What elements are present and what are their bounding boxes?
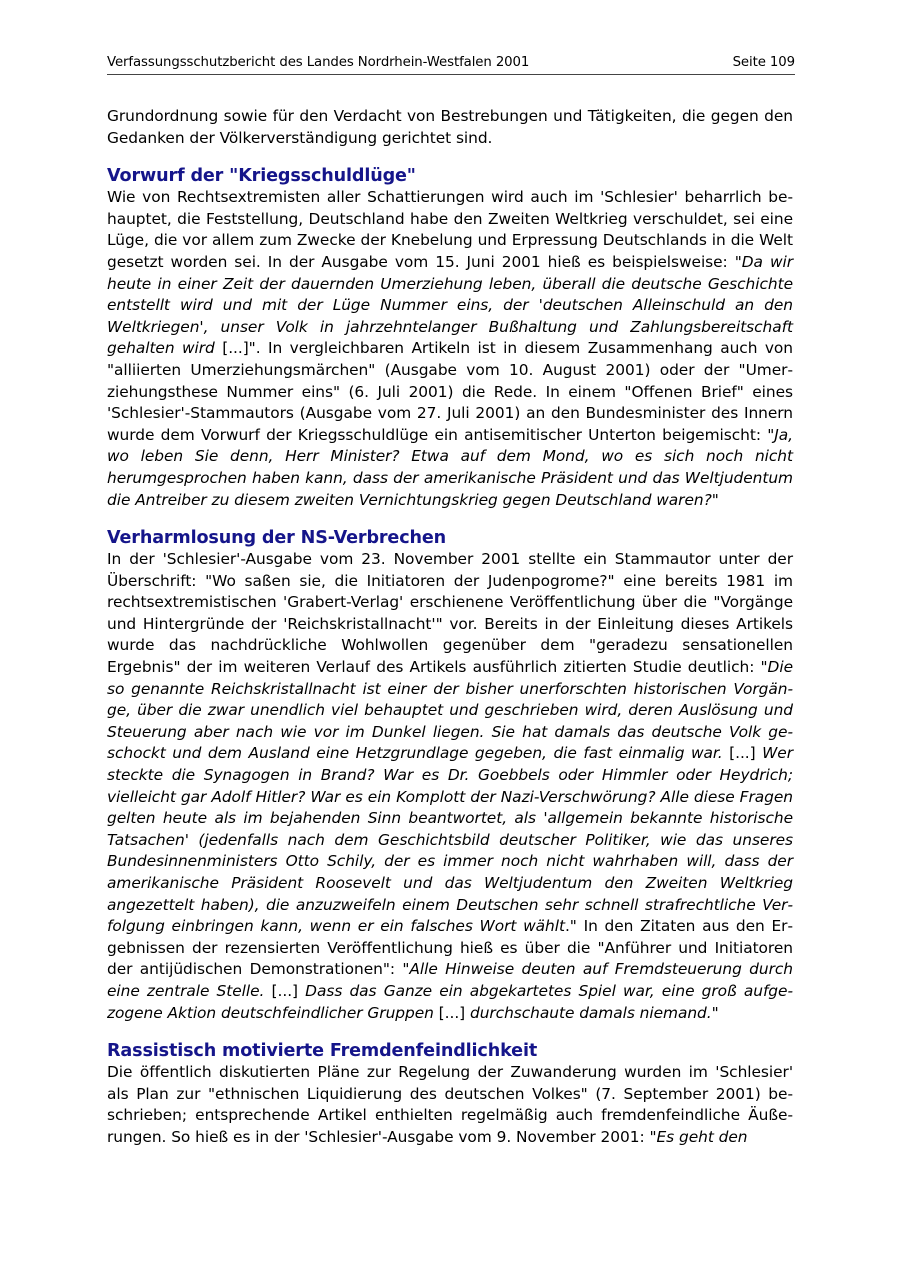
body-text: " [711, 1003, 719, 1022]
document-body [107, 106, 793, 1149]
body-text: Die öffentlich diskutierten Pläne zur Regelung der Zuwanderung wurden im 'Schlesier' als Plan zur "ethnischen Liquidierung des deutschen Volkes" (7. September 2001) beschrieben; entsprechende Artikel enthielten regelmäßig auch fremdenfeindliche Äußerungen. So hieß es in der 'Schlesier'-Ausgabe vom 9. November 2001: " [107, 1063, 793, 1146]
header-rule [107, 74, 795, 75]
body-text: [...]". In vergleichbaren Artikeln ist in diesem Zusammenhang auch von "alliierten Umerziehungsmärchen" (Ausgabe vom 10. August 2001) oder der "Umerziehungsthese Nummer eins" (6. Juli 2001) die Rede. In einem "Offenen Brief" eines 'Schlesier'-Stammautors (Ausgabe vom 27. Juli 2001) an den Bundesminister des Innern wurde dem Vorwurf der Kriegsschuldlüge ein antisemitischer Unterton beigemischt: " [107, 339, 793, 444]
body-text: In der 'Schlesier'-Ausgabe vom 23. November 2001 stellte ein Stammautor unter der Überschrift: "Wo saßen sie, die Initiatoren der Judenpogrome?" eine bereits 1981 im rechtsextremistischen 'Grabert-Verlag' erschienene Veröffentlichung über die "Vorgänge und Hintergründe der 'Reichskristallnacht'" vor. Bereits in der Einleitung dieses Artikels wurde das nachdrückliche Wohlwollen gegenüber dem "geradezu sensationellen Ergebnis" der im weiteren Verlauf des Artikels ausführlich zitierten Studie deutlich: " [107, 550, 793, 677]
body-text: [...] [433, 1003, 470, 1022]
section-spacer [107, 1024, 793, 1040]
header-title: Verfassungsschutzbericht des Landes Nordrhein-Westfalen 2001 [107, 55, 530, 70]
section-heading: Rassistisch motivierte Fremdenfeindlichkeit [107, 1041, 538, 1062]
quoted-text: Die so genannte Reichskristallnacht ist einer der bisher unerforschten historischen Vorgänge, über die zwar unendlich viel behauptet und geschrieben wird, deren Auslösung und Steuerung aber nach wie vor im Dunkel liegen. Sie hat damals das deutsche Volk geschockt und dem Ausland eine Hetzgrundlage gegeben, die fast einmalig war. [107, 658, 793, 763]
quoted-text: Alle Hinweise deuten auf Fremdsteuerung durch eine zentrale Stelle. [107, 960, 793, 1000]
quoted-text: durchschaute damals niemand. [469, 1003, 712, 1022]
body-text: [...] [722, 744, 763, 763]
body-text: ." In den Zitaten aus den Ergebnissen der rezensierten Veröffentlichung hieß es über die "Anführer und Initiatoren der antijüdischen Demonstrationen": " [107, 917, 793, 979]
paragraph [107, 106, 793, 149]
paragraph [107, 1062, 793, 1148]
quoted-text: Wer steckte die Synagogen in Brand? War es Dr. Goebbels oder Himmler oder Heydrich; vielleicht gar Adolf Hitler? War es ein Komplott der Nazi-Verschwörung? Alle diese Fragen gelten heute als im bejahenden Sinn beantwortet, als 'allgemein bekannte historische Tatsachen' (jedenfalls nach dem Geschichtsbild deutscher Politiker, wie das unseres Bundesinnenministers Otto Schily, der es immer noch nicht wahrhaben will, dass der amerikanische Präsident Roosevelt und das Weltjudentum den Zweiten Weltkrieg angezettelt haben), die anzuzweifeln einem Deutschen sehr schnell strafrechtliche Verfolgung einbringen kann, wenn er ein falsches Wort wählt [107, 744, 794, 936]
paragraph [107, 187, 793, 511]
quoted-text: Es geht den [656, 1127, 748, 1146]
paragraph [107, 549, 793, 1024]
body-text: Grundordnung sowie für den Verdacht von Bestrebungen und Tätigkeiten, die gegen den Gedanken der Völkerverständigung gerichtet sind. [107, 107, 793, 147]
page-header [107, 55, 795, 75]
body-text: " [711, 490, 719, 509]
quoted-text: Ja, wo leben Sie denn, Herr Minister? Etwa auf dem Mond, wo es sich noch nicht herumgesprochen haben kann, dass der amerikanische Präsident und das Weltjudentum die Antreiber zu diesem zweiten Vernichtungskrieg gegen Deutschland waren? [107, 425, 793, 509]
page-number: Seite 109 [732, 55, 795, 70]
section-spacer [107, 511, 793, 527]
body-text: [...] [264, 981, 306, 1000]
body-text: Wie von Rechtsextremisten aller Schattierungen wird auch im 'Schlesier' beharrlich behauptet, die Feststellung, Deutschland habe den Zweiten Weltkrieg verschuldet, sei eine Lüge, die vor allem zum Zwecke der Knebelung und Erpressung Deutschlands in die Welt gesetzt worden sei. In der Ausgabe vom 15. Juni 2001 hieß es beispielsweise: [107, 188, 793, 271]
quoted-text: Dass das Ganze ein abgekartetes Spiel war, eine groß aufgezogene Aktion deutschfeindlicher Gruppen [107, 981, 794, 1022]
section-spacer [107, 149, 793, 165]
quoted-text: "Da wir heute in einer Zeit der dauernden Umerziehung leben, überall die deutsche Geschichte entstellt wird und mit der Lüge Nummer eins, der 'deutschen Alleinschuld an den Weltkriegen', unser Volk in jahrzehntelanger Bußhaltung und Zahlungsbereitschaft gehalten wird [107, 252, 793, 358]
section-heading: Vorwurf der "Kriegsschuldlüge" [107, 166, 416, 187]
section-heading: Verharmlosung der NS-Verbrechen [107, 528, 447, 549]
